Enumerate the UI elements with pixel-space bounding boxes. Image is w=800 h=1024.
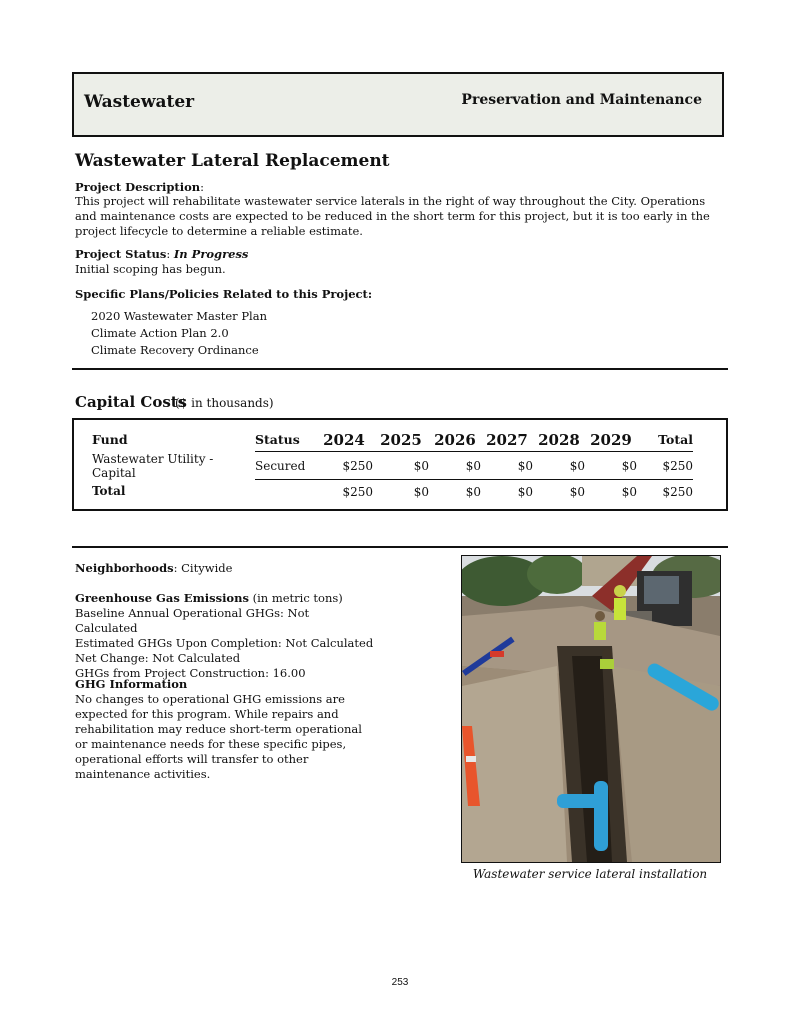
ghg-line: Baseline Annual Operational GHGs: Not Calculated — [75, 606, 310, 635]
total-value: $0 — [413, 484, 429, 499]
col-year: 2025 — [373, 428, 429, 452]
fund-status: Secured — [255, 452, 315, 480]
fund-name: Wastewater Utility - Capital — [92, 451, 214, 480]
col-year: 2026 — [429, 428, 481, 452]
ghg-info-text: No changes to operational GHG emissions are expected for this program. While repairs and rehabilitation may reduce short-term operational or maintenance needs for these specific pipes, operational efforts will transfer to other maintenance activities. — [75, 692, 362, 781]
total-value: $0 — [569, 484, 585, 499]
capital-costs-unit: ($ in thousands) — [175, 396, 274, 410]
ghg-info-label: GHG Information — [75, 677, 188, 691]
grand-total: $250 — [662, 484, 693, 499]
col-fund: Fund — [92, 432, 128, 448]
plans-list — [91, 308, 267, 359]
total-value: $0 — [621, 484, 637, 499]
construction-photo — [461, 555, 721, 863]
status-note: Initial scoping has begun. — [75, 262, 226, 276]
neighborhoods: Neighborhoods: Citywide — [75, 561, 233, 575]
ghg-line: Estimated GHGs Upon Completion: Not Calculated — [75, 636, 374, 650]
status-value: In Progress — [173, 247, 249, 261]
col-year: 2024 — [315, 428, 373, 452]
plan-item: Climate Action Plan 2.0 — [91, 326, 229, 340]
capital-costs-table — [92, 428, 693, 503]
col-year: 2029 — [585, 428, 637, 452]
cell-value: $250 — [315, 452, 373, 480]
table-row — [92, 452, 693, 480]
project-status: Project Status: In Progress — [75, 247, 249, 261]
cell-value: $0 — [585, 452, 637, 480]
plan-item: Climate Recovery Ordinance — [91, 343, 259, 357]
capital-costs-title: Capital Costs — [75, 393, 187, 411]
total-label: Total — [92, 484, 126, 499]
category-title: Wastewater — [84, 92, 195, 112]
cell-value: $0 — [481, 452, 533, 480]
col-total: Total — [637, 428, 693, 452]
plans-label: Specific Plans/Policies Related to this Project: — [75, 287, 373, 301]
cell-value: $0 — [373, 452, 429, 480]
ghg-line: Net Change: Not Calculated — [75, 651, 241, 665]
project-title: Wastewater Lateral Replacement — [75, 151, 390, 171]
cell-value: $0 — [533, 452, 585, 480]
ghg-lines — [75, 606, 375, 681]
total-value: $0 — [517, 484, 533, 499]
cell-value: $0 — [429, 452, 481, 480]
ghg-line: GHGs from Project Construction: 16.00 — [75, 666, 306, 680]
ghg-emissions-heading: Greenhouse Gas Emissions (in metric tons) — [75, 591, 343, 605]
capital-costs-box — [72, 418, 728, 511]
col-year: 2028 — [533, 428, 585, 452]
program-type: Preservation and Maintenance — [461, 92, 702, 108]
cell-total: $250 — [637, 452, 693, 480]
divider — [72, 368, 728, 370]
col-status: Status — [255, 428, 315, 452]
divider — [72, 546, 728, 548]
project-description: This project will rehabilitate wastewater service laterals in the right of way throughout the City. Operations and maintenance costs are expected to be reduced in the short term for this project, but it is too early in the project lifecycle to determine a reliable estimate. — [75, 194, 710, 238]
plan-item: 2020 Wastewater Master Plan — [91, 309, 267, 323]
page-number: 253 — [391, 977, 409, 988]
section-header — [72, 72, 724, 137]
total-row — [92, 480, 693, 504]
total-value: $250 — [342, 484, 373, 499]
total-value: $0 — [465, 484, 481, 499]
description-label: Project Description: — [75, 180, 204, 194]
photo-caption: Wastewater service lateral installation — [472, 867, 708, 881]
col-year: 2027 — [481, 428, 533, 452]
